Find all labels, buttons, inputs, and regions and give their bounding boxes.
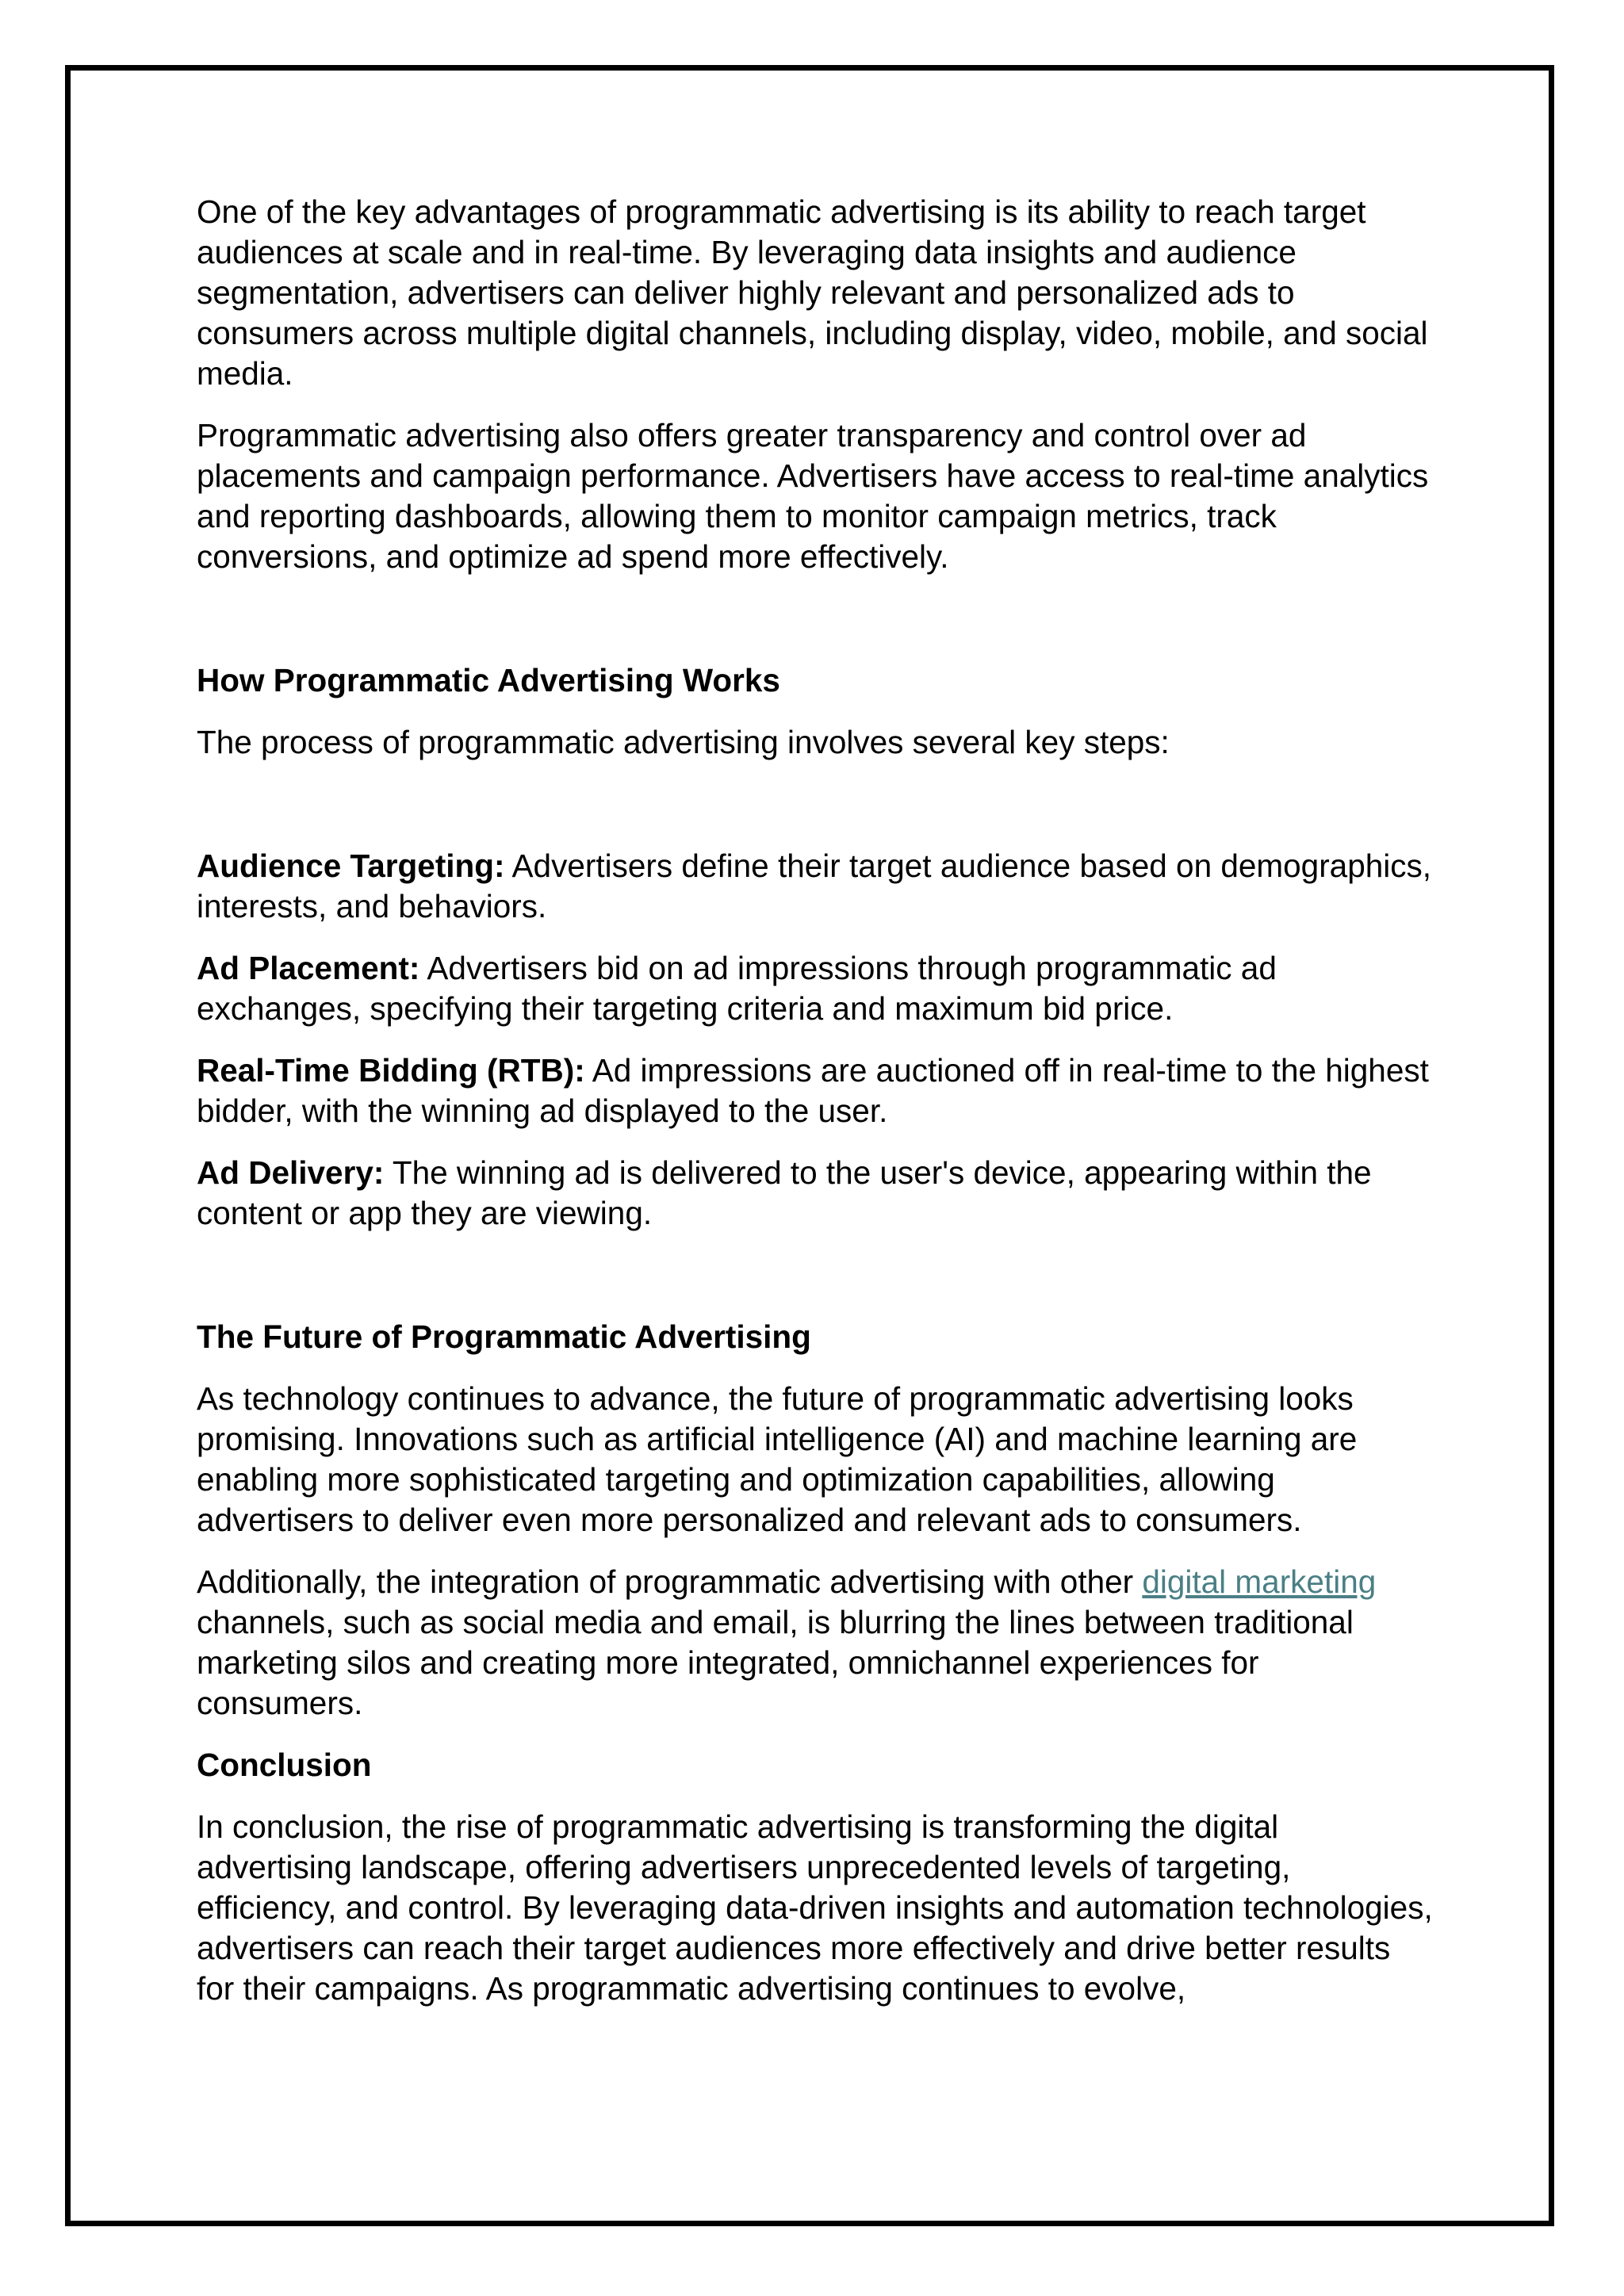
document-body <box>197 192 1434 2009</box>
step-item <box>197 1153 1434 1234</box>
step-text: Advertisers bid on ad impressions through programmatic ad exchanges, specifying their targeting criteria and maximum bid price. <box>197 950 1277 1027</box>
future-paragraph-2-end: channels, such as social media and email, is blurring the lines between traditional marketing silos and creating more integrated, omnichannel experiences for consumers. <box>197 1604 1354 1721</box>
step-item <box>197 1050 1434 1131</box>
step-text: Ad impressions are auctioned off in real-time to the highest bidder, with the winning ad displayed to the user. <box>197 1052 1429 1129</box>
future-paragraph-2-start: Additionally, the integration of programmatic advertising with other <box>197 1563 1143 1600</box>
conclusion-paragraph: In conclusion, the rise of programmatic advertising is transforming the digital advertising landscape, offering advertisers unprecedented levels of targeting, efficiency, and control. By leveraging data-driven insights and automation technologies, advertisers can reach their target audiences more effectively and drive better results for their campaigns. As programmatic advertising continues to evolve, <box>197 1808 1433 2007</box>
step-label: Real-Time Bidding (RTB): <box>197 1052 585 1089</box>
step-text: The winning ad is delivered to the user's device, appearing within the content or app they are viewing. <box>197 1154 1372 1231</box>
future-paragraph-2 <box>197 1562 1434 1724</box>
future-paragraph-1: As technology continues to advance, the future of programmatic advertising looks promising. Innovations such as artificial intelligence (AI) and machine learning are enabling more sophisticated targeting and optimization capabilities, allowing advertisers to deliver even more personalized and relevant ads to consumers. <box>197 1380 1358 1538</box>
future-heading: The Future of Programmatic Advertising <box>197 1318 811 1355</box>
how-it-works-heading: How Programmatic Advertising Works <box>197 662 780 698</box>
step-item <box>197 846 1434 927</box>
intro-paragraph-1: One of the key advantages of programmatic advertising is its ability to reach target audiences at scale and in real-time. By leveraging data insights and audience segmentation, advertisers can deliver highly relevant and personalized ads to consumers across multiple digital channels, including display, video, mobile, and social media. <box>197 193 1428 392</box>
how-it-works-intro: The process of programmatic advertising involves several key steps: <box>197 724 1170 760</box>
step-item <box>197 948 1434 1029</box>
step-label: Ad Placement: <box>197 950 420 986</box>
intro-paragraph-2: Programmatic advertising also offers greater transparency and control over ad placements and campaign performance. Advertisers have access to real-time analytics and reporting dashboards, allowing them to monitor campaign metrics, track conversions, and optimize ad spend more effectively. <box>197 417 1429 575</box>
step-text: Advertisers define their target audience based on demographics, interests, and behaviors. <box>197 848 1431 924</box>
digital-marketing-link[interactable]: digital marketing <box>1142 1563 1377 1600</box>
step-label: Audience Targeting: <box>197 848 505 884</box>
conclusion-heading: Conclusion <box>197 1747 372 1783</box>
step-label: Ad Delivery: <box>197 1154 385 1191</box>
